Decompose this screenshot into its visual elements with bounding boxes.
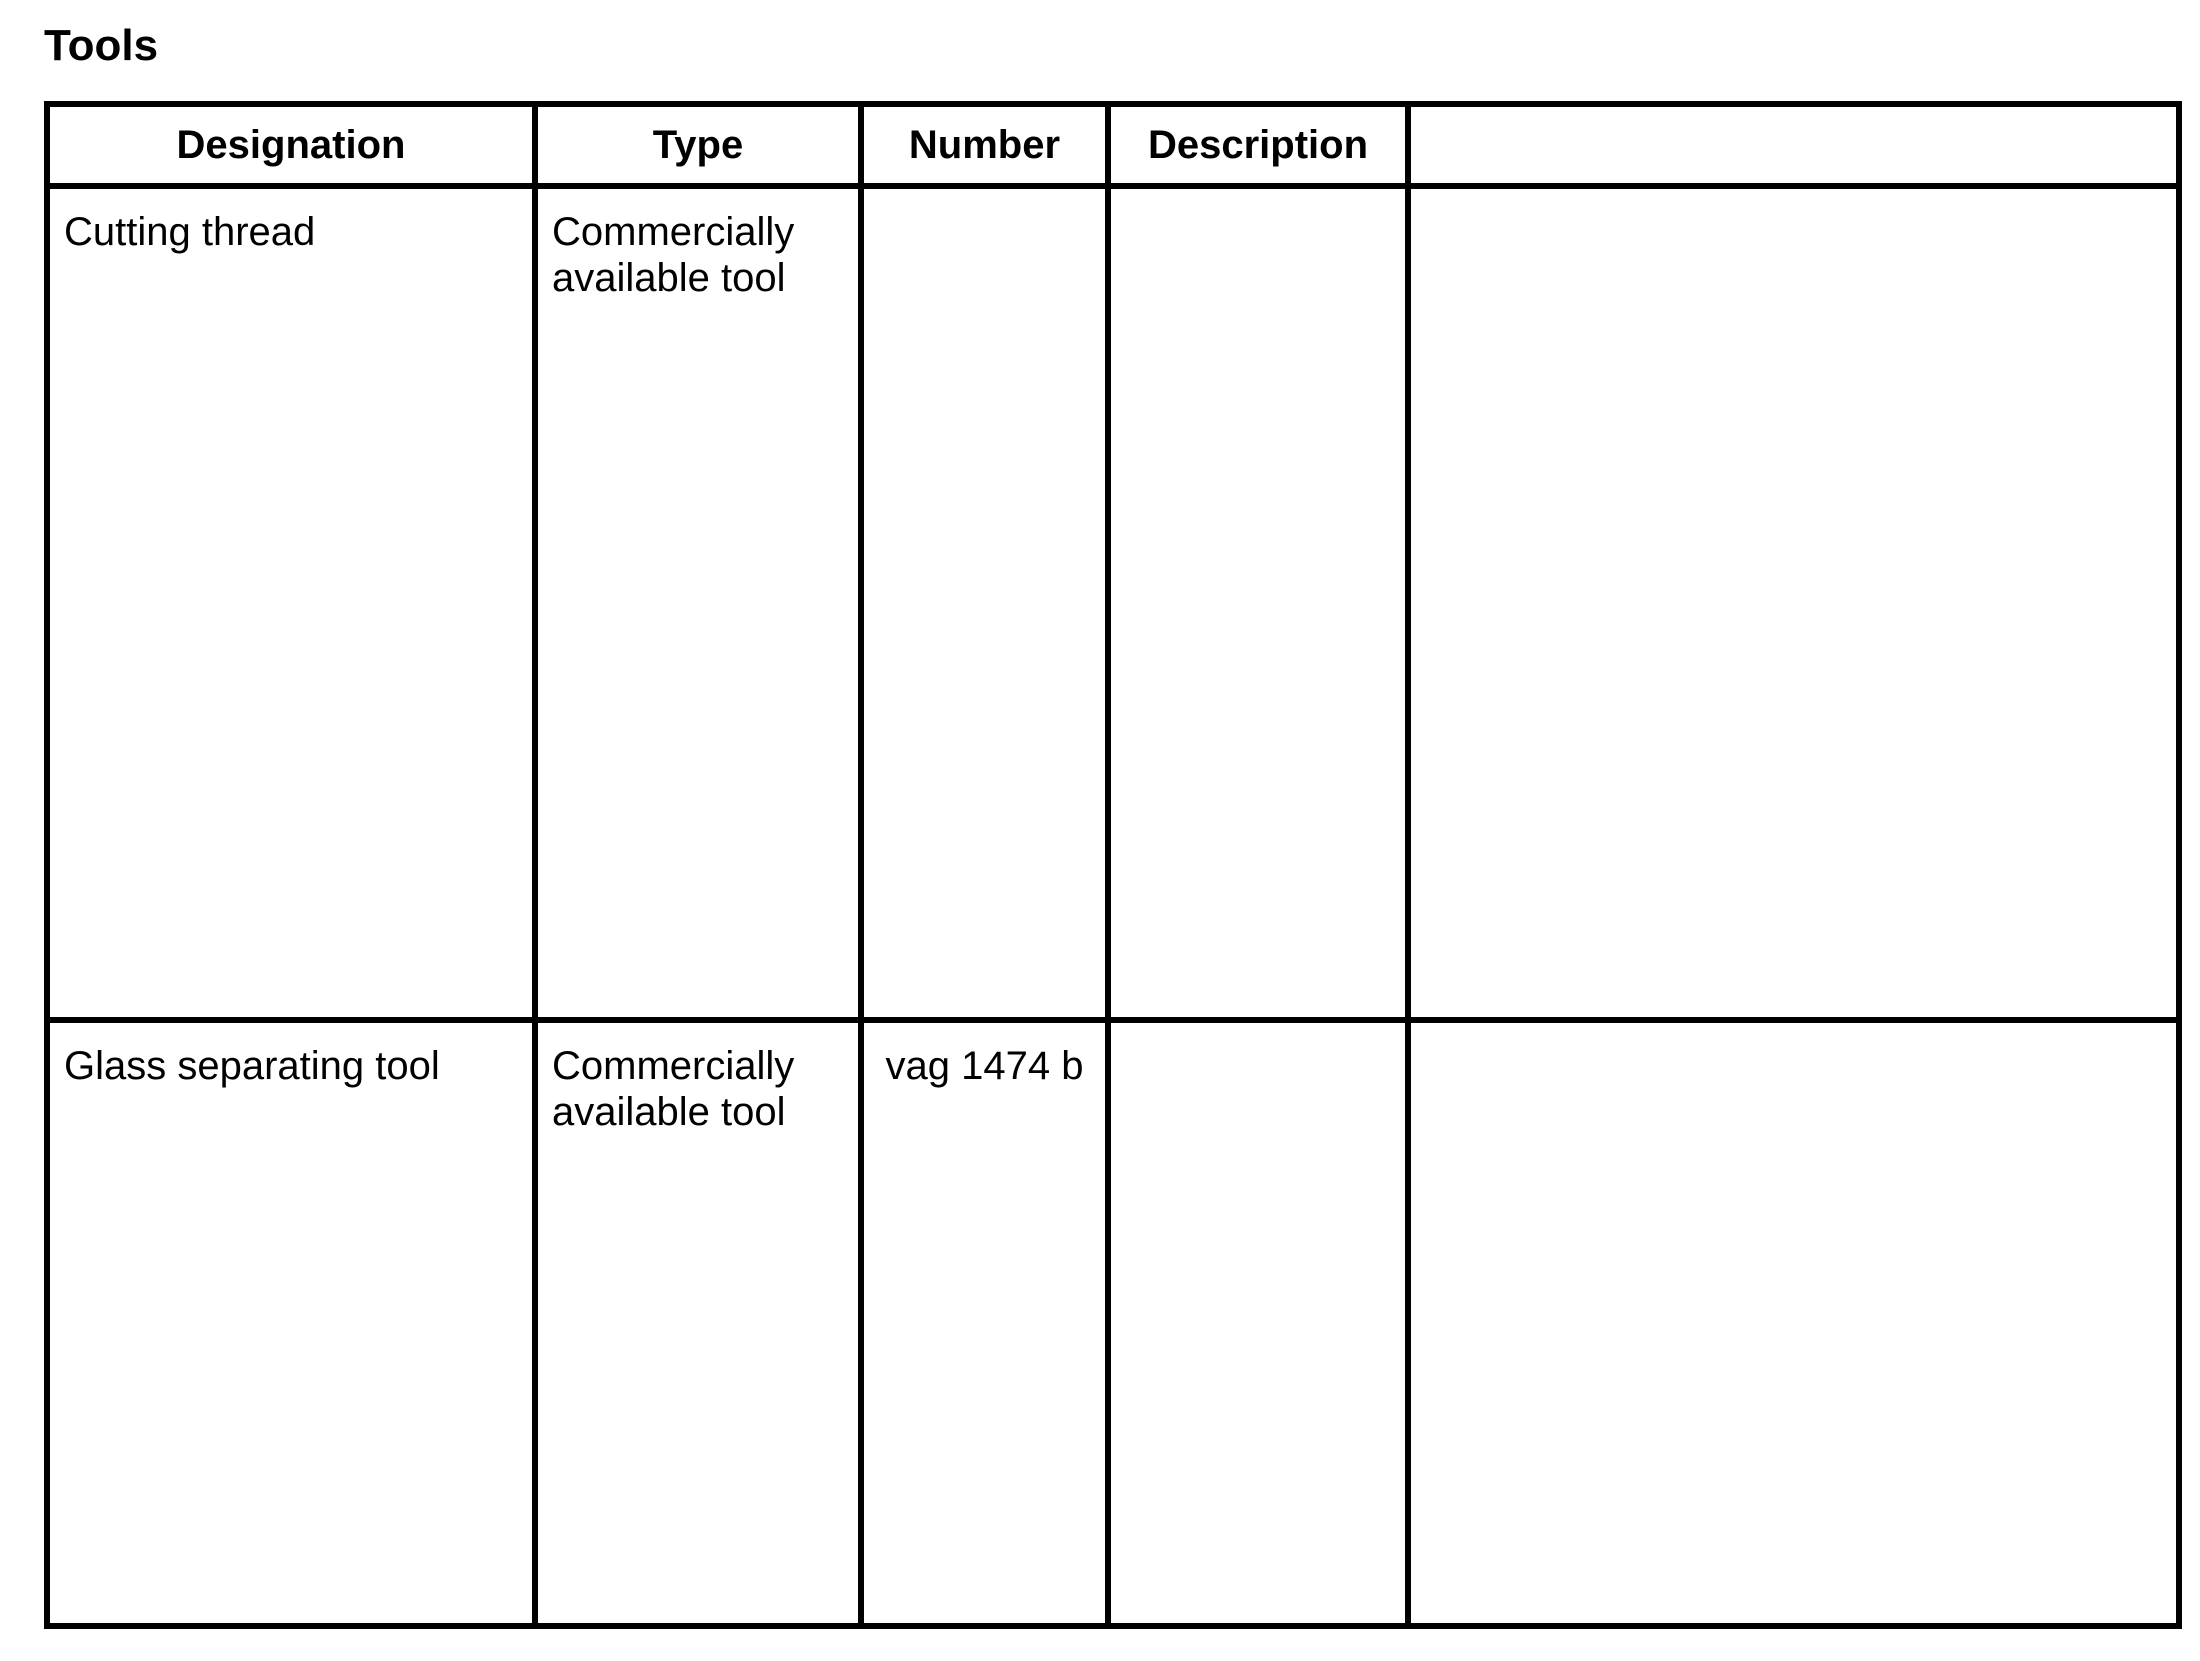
cell-designation-text: Cutting thread [64,210,316,254]
cell-designation [47,1020,535,1626]
header-extra [1408,104,2179,186]
cell-designation [47,186,535,1020]
tools-table [44,101,2182,1629]
cell-number-text: vag 1474 b [885,1044,1084,1088]
cell-extra [1408,1020,2179,1626]
cell-number [861,186,1108,1020]
cell-number [861,1020,1108,1626]
header-description: Description [1108,104,1408,186]
page-title: Tools [44,21,159,70]
header-designation: Designation [47,104,535,186]
cell-type [535,1020,861,1626]
header-type: Type [535,104,861,186]
cell-description [1108,186,1408,1020]
header-number: Number [861,104,1108,186]
cell-designation-text: Glass separating tool [64,1044,440,1088]
cell-extra [1408,186,2179,1020]
cell-type-text: Commercially available tool [552,210,795,300]
cell-description [1108,1020,1408,1626]
table-row [47,186,2179,1020]
table-header-row [47,104,2179,186]
cell-type-text: Commercially available tool [552,1044,795,1134]
table-row [47,1020,2179,1626]
cell-type [535,186,861,1020]
